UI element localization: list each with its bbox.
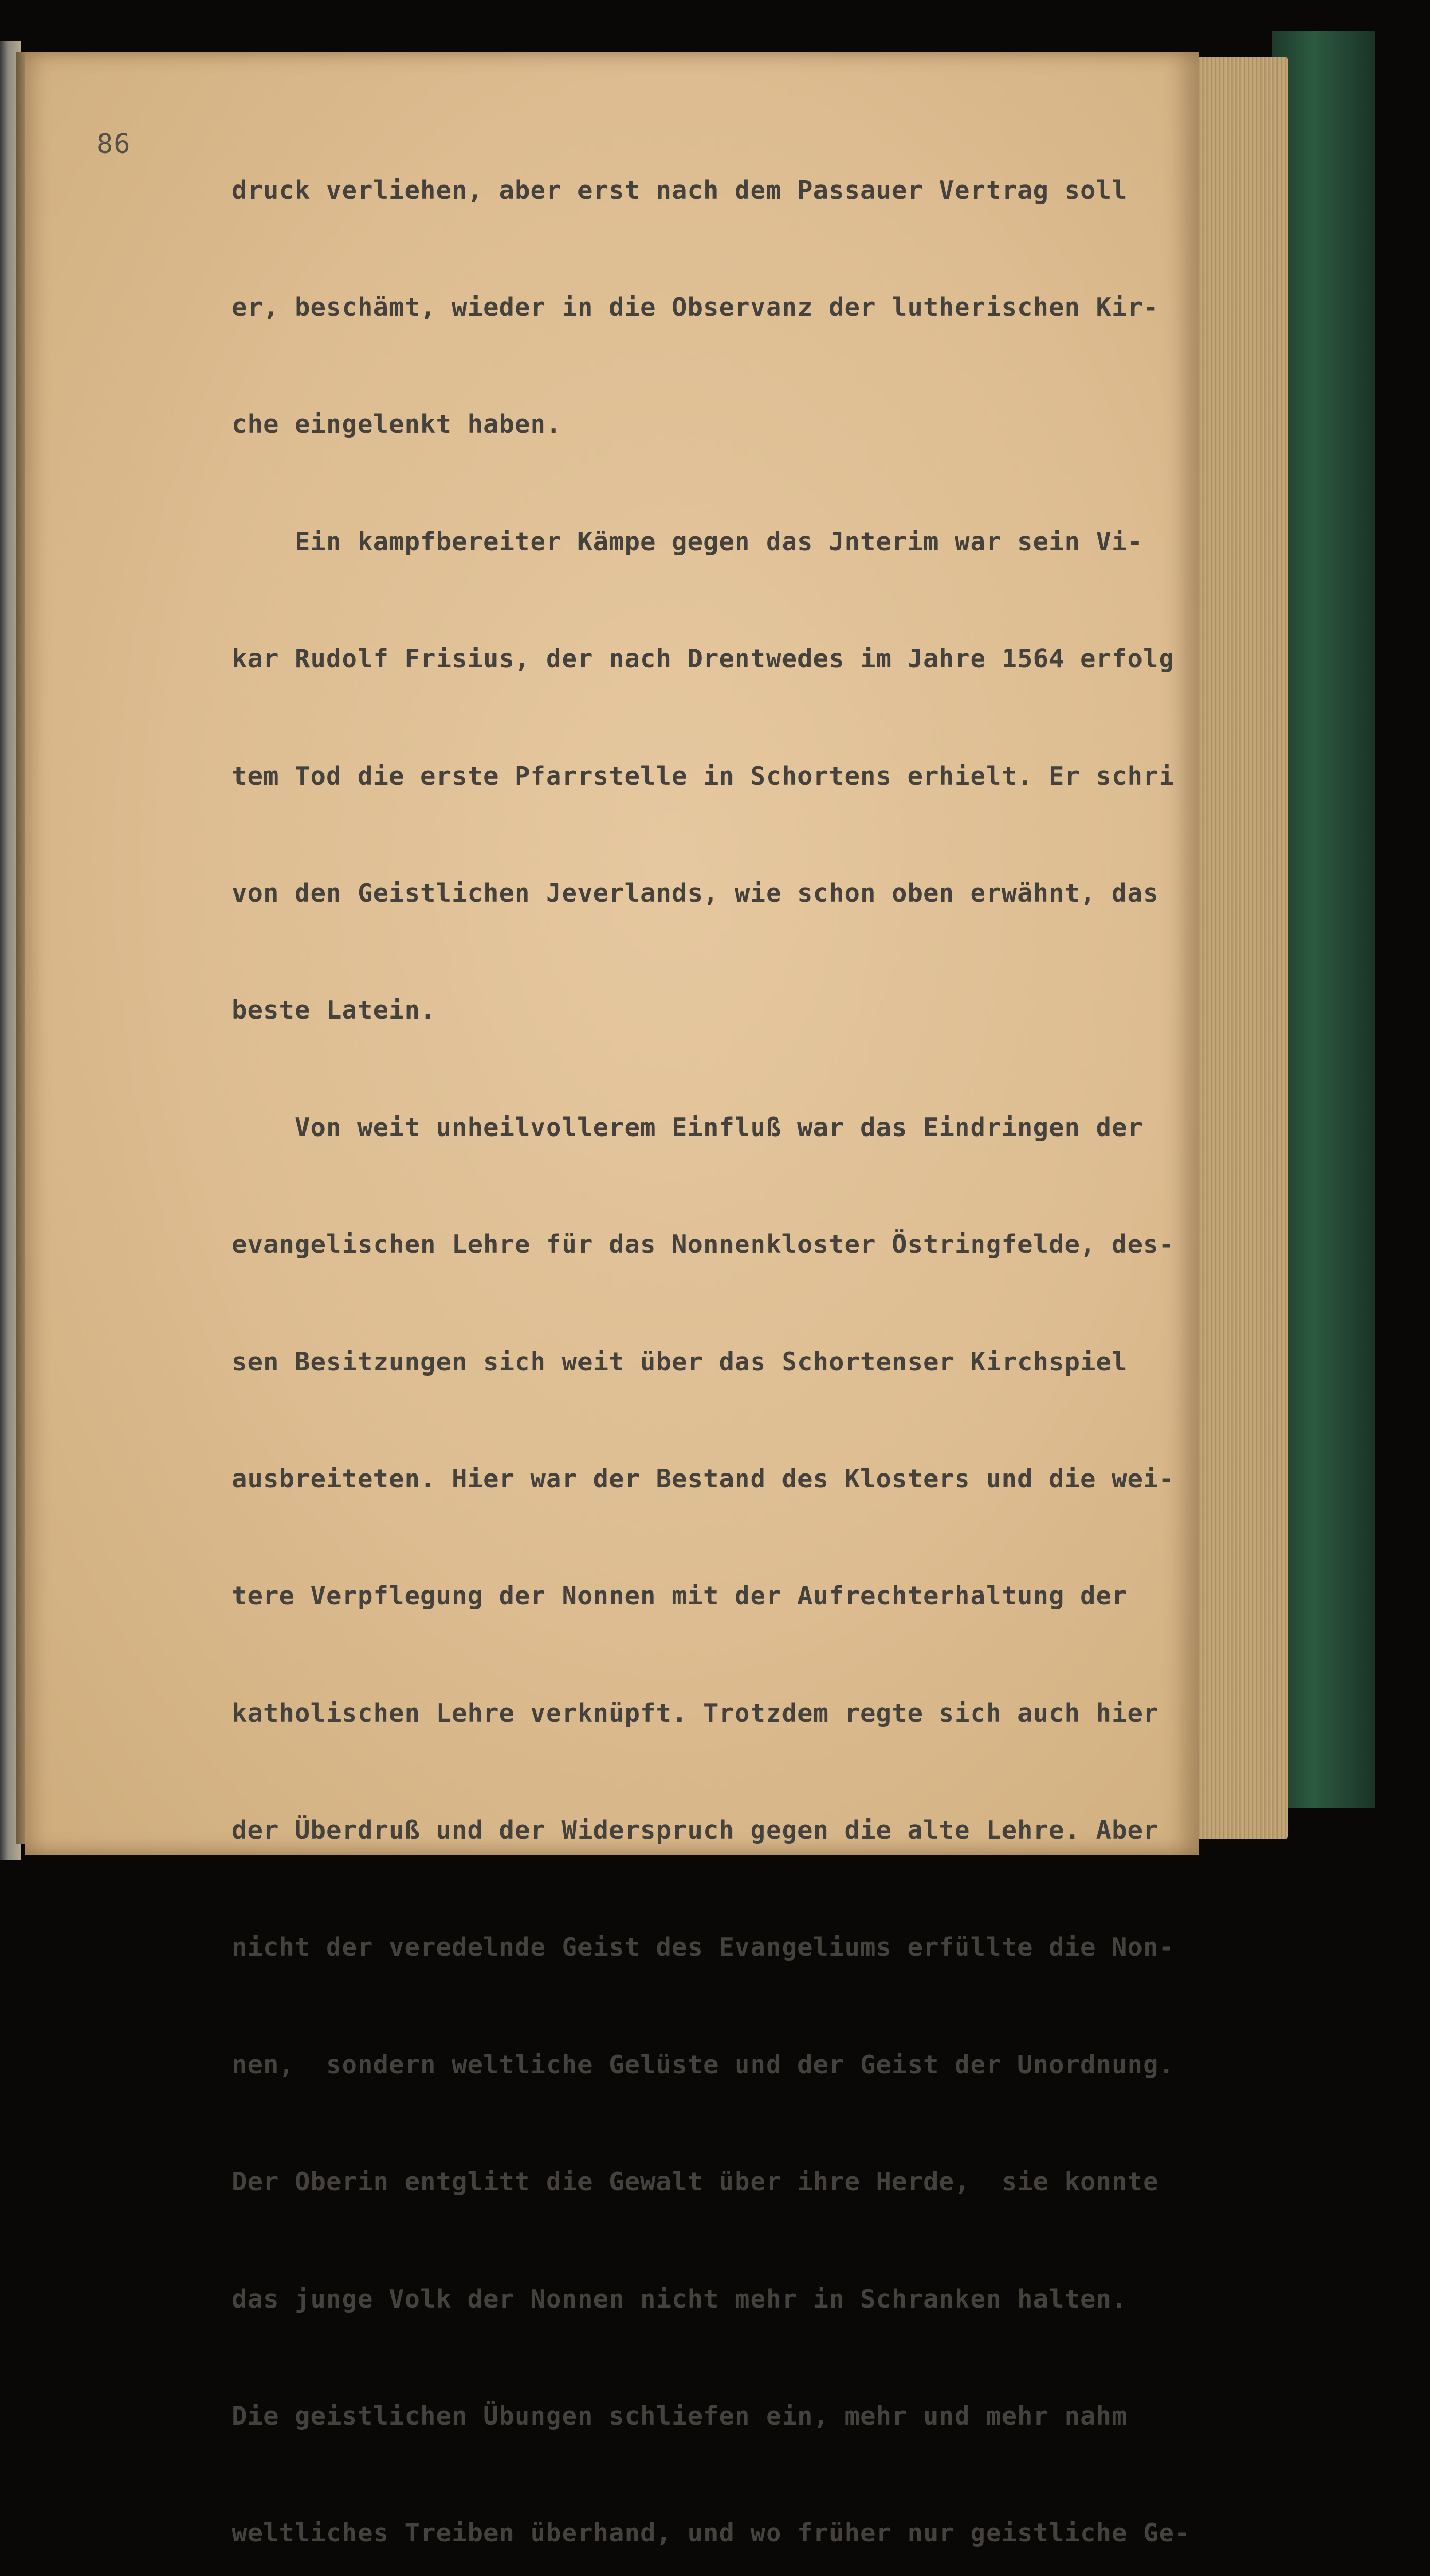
text-line: nicht der veredelnde Geist des Evangeliums erfüllte die Non- [232,1933,1175,1962]
text-line: che eingelenkt haben. [232,410,562,439]
text-line: das junge Volk der Nonnen nicht mehr in Schranken halten. [232,2284,1128,2314]
text-line: beste Latein. [232,995,436,1025]
book-cover [1272,31,1375,1808]
typewritten-text-block [232,93,1190,2576]
text-line: kar Rudolf Frisius, der nach Drentwedes im Jahre 1564 erfolg [232,644,1175,674]
text-line: er, beschämt, wieder in die Observanz der lutherischen Kir- [232,292,1159,322]
text-line: druck verliehen, aber erst nach dem Passauer Vertrag soll [232,175,1128,205]
text-line: evangelischen Lehre für das Nonnenkloster Östringfelde, des- [232,1230,1175,1260]
text-line: Die geistlichen Übungen schliefen ein, mehr und mehr nahm [232,2401,1128,2431]
text-line: Der Oberin entglitt die Gewalt über ihre Herde, sie konnte [232,2167,1159,2197]
text-line: nen, sondern weltliche Gelüste und der Geist der Unordnung. [232,2049,1175,2079]
text-line: ausbreiteten. Hier war der Bestand des Klosters und die wei- [232,1464,1175,1494]
text-line: Von weit unheilvollerem Einfluß war das Eindringen der [232,1112,1144,1142]
text-line: katholischen Lehre verknüpft. Trotzdem regte sich auch hier [232,1698,1159,1728]
text-line: sen Besitzungen sich weit über das Schortenser Kirchspiel [232,1347,1128,1377]
text-line: der Überdruß und der Widerspruch gegen die alte Lehre. Aber [232,1816,1159,1845]
text-line: tere Verpflegung der Nonnen mit der Aufrechterhaltung der [232,1581,1128,1611]
text-line: tem Tod die erste Pfarrstelle in Schortens erhielt. Er schri [232,761,1175,791]
text-line: weltliches Treiben überhand, und wo früher nur geistliche Ge- [232,2518,1190,2548]
text-line: Ein kampfbereiter Kämpe gegen das Jnterim war sein Vi- [232,527,1144,556]
text-line: von den Geistlichen Jeverlands, wie schon oben erwähnt, das [232,878,1159,908]
page-number: 86 [97,129,131,160]
